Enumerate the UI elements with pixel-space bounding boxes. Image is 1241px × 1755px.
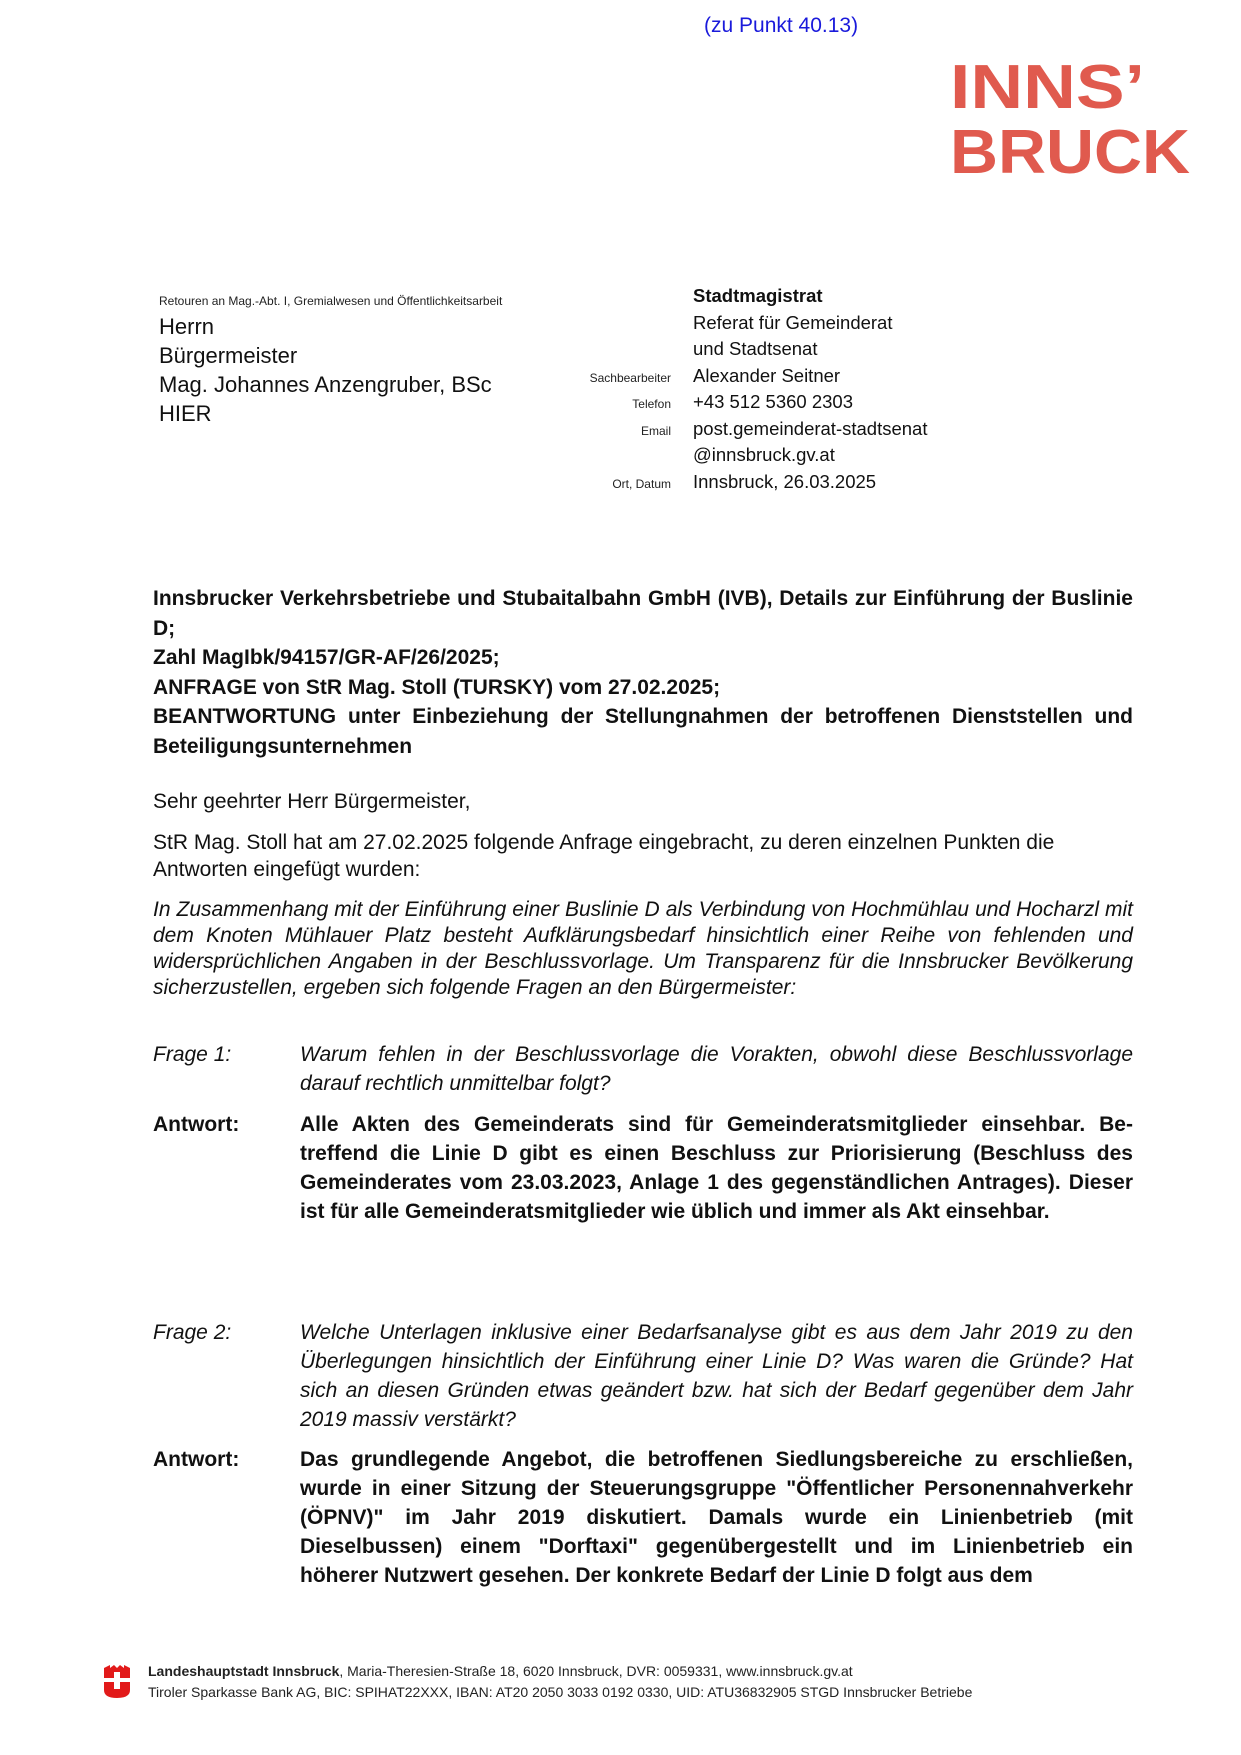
- agenda-reference: (zu Punkt 40.13): [704, 14, 859, 37]
- intro-paragraph: StR Mag. Stoll hat am 27.02.2025 folgende Anfrage eingebracht, zu deren einzelnen Punkten die Antworten eingefügt wurden:: [153, 831, 1055, 881]
- subject-line: Zahl MagIbk/94157/GR-AF/26/2025;: [153, 646, 500, 669]
- subject-line: ANFRAGE von StR Mag. Stoll (TURSKY) vom 27.02.2025;: [153, 675, 721, 699]
- email-address-domain: @innsbruck.gv.at: [693, 444, 835, 465]
- footer-org: Landeshauptstadt Innsbruck: [148, 1663, 340, 1679]
- innsbruck-logo: [950, 56, 1195, 176]
- recipient-line: Bürgermeister: [159, 343, 298, 368]
- answer-label: Antwort:: [153, 1113, 240, 1136]
- answer-text: Das grundlegende Angebot, die betroffenen Siedlungsbereiche zu erschließen, wurde in einer Sitzung der Steuerungsgruppe "Öffentlicher Personennahverkehr (ÖPNV)" im Jahr 2019 diskutiert. Damals wurde ein Linienbetrieb (mit Dieselbussen) einem "Dorftaxi" gegenübergestellt und im Linienbetrieb ein höherer Nutzwert gesehen. Der konkrete Bedarf der Linie D folgt aus dem: [300, 1448, 1133, 1587]
- info-label: Email: [640, 423, 671, 438]
- question-2: [153, 1318, 1133, 1434]
- answer-label: Antwort:: [153, 1448, 240, 1471]
- sender-dept: und Stadtsenat: [693, 338, 818, 359]
- question-text: Welche Unterlagen inklusive einer Bedarfsanalyse gibt es aus dem Jahr 2019 zu den Überlegungen hinsichtlich der Einführung einer Linie D? Was waren die Gründe? Hat sich an diesen Gründen etwas geändert bzw. hat sich der Bedarf gegenüber dem Jahr 2019 massiv verstärkt?: [300, 1321, 1133, 1431]
- clerk-name: Alexander Seitner: [693, 364, 841, 386]
- sender-info-block: [580, 285, 1140, 497]
- info-label: Ort, Datum: [612, 476, 671, 491]
- footer-bank-details: Tiroler Sparkasse Bank AG, BIC: SPIHAT22XXX, IBAN: AT20 2050 3033 0192 0330, UID: ATU36832905 STGD Innsbrucker Betriebe: [148, 1684, 973, 1700]
- answer-2: [153, 1445, 1133, 1590]
- place-date: Innsbruck, 26.03.2025: [693, 470, 877, 492]
- inquiry-paragraph: In Zusammenhang mit der Einführung einer Buslinie D als Verbindung von Hochmühlau und Hocharzl mit dem Knoten Mühlauer Platz besteht Aufklärungsbedarf hinsichtlich einer Reihe von fehlenden und widersprüchlichen Angaben in der Beschlussvorlage. Um Transparenz für die Innsbrucker Bevölkerung sicherzustellen, ergeben sich folgende Fragen an den Bürgermeister:: [153, 898, 1133, 999]
- greeting: Sehr geehrter Herr Bürgermeister,: [153, 790, 471, 813]
- question-label: Frage 1:: [153, 1043, 232, 1066]
- info-label: Telefon: [632, 397, 671, 411]
- answer-text: Alle Akten des Gemeinderats sind für Gemeinderatsmitglieder einsehbar. Betreffend die Linie D gibt es einen Beschluss zur Priorisierung (Beschluss des Gemeinderates vom 23.03.2023, Anlage 1 des gegenständlichen Antrages). Dieser ist für alle Gemeinderatsmitglieder wie üblich und immer als Akt einsehbar.: [300, 1113, 1133, 1223]
- letterhead-footer: [102, 1661, 1202, 1703]
- footer-address: , Maria-Theresien-Straße 18, 6020 Innsbruck, DVR: 0059331, www.innsbruck.gv.at: [339, 1663, 853, 1679]
- recipient-line: HIER: [159, 401, 212, 426]
- subject-line: BEANTWORTUNG unter Einbeziehung der Stellungnahmen der betroffenen Dienststellen und Beteiligungsunternehmen: [153, 705, 1133, 758]
- answer-1: [153, 1110, 1133, 1226]
- sender-dept: Referat für Gemeinderat: [693, 311, 893, 333]
- subject-line: Innsbrucker Verkehrsbetriebe und Stubaitalbahn GmbH (IVB), Details zur Einführung der Buslinie D;: [153, 587, 1133, 640]
- innsbruck-wordmark-icon: [950, 56, 1195, 176]
- return-address-note: Retouren an Mag.-Abt. I, Gremialwesen und Öffentlichkeitsarbeit: [159, 294, 503, 308]
- question-1: [153, 1040, 1133, 1098]
- svg-text:BRUCK: BRUCK: [950, 118, 1191, 176]
- info-label: Sachbearbeiter: [589, 370, 671, 385]
- recipient-line: Mag. Johannes Anzengruber, BSc: [159, 372, 492, 397]
- sender-org: Stadtmagistrat: [693, 285, 823, 306]
- question-label: Frage 2:: [153, 1321, 232, 1344]
- svg-text:INNS’: INNS’: [950, 56, 1145, 122]
- question-text: Warum fehlen in der Beschlussvorlage die Vorakten, obwohl diese Beschlussvorlage darauf rechtlich unmittelbar folgt?: [300, 1043, 1133, 1095]
- recipient-line: Herrn: [159, 314, 215, 339]
- recipient-address: [159, 312, 492, 428]
- phone-number: +43 512 5360 2303: [693, 391, 853, 412]
- subject-block: [153, 584, 1133, 761]
- email-address: post.gemeinderat-stadtsenat: [693, 417, 928, 439]
- coat-of-arms-icon: [102, 1664, 132, 1700]
